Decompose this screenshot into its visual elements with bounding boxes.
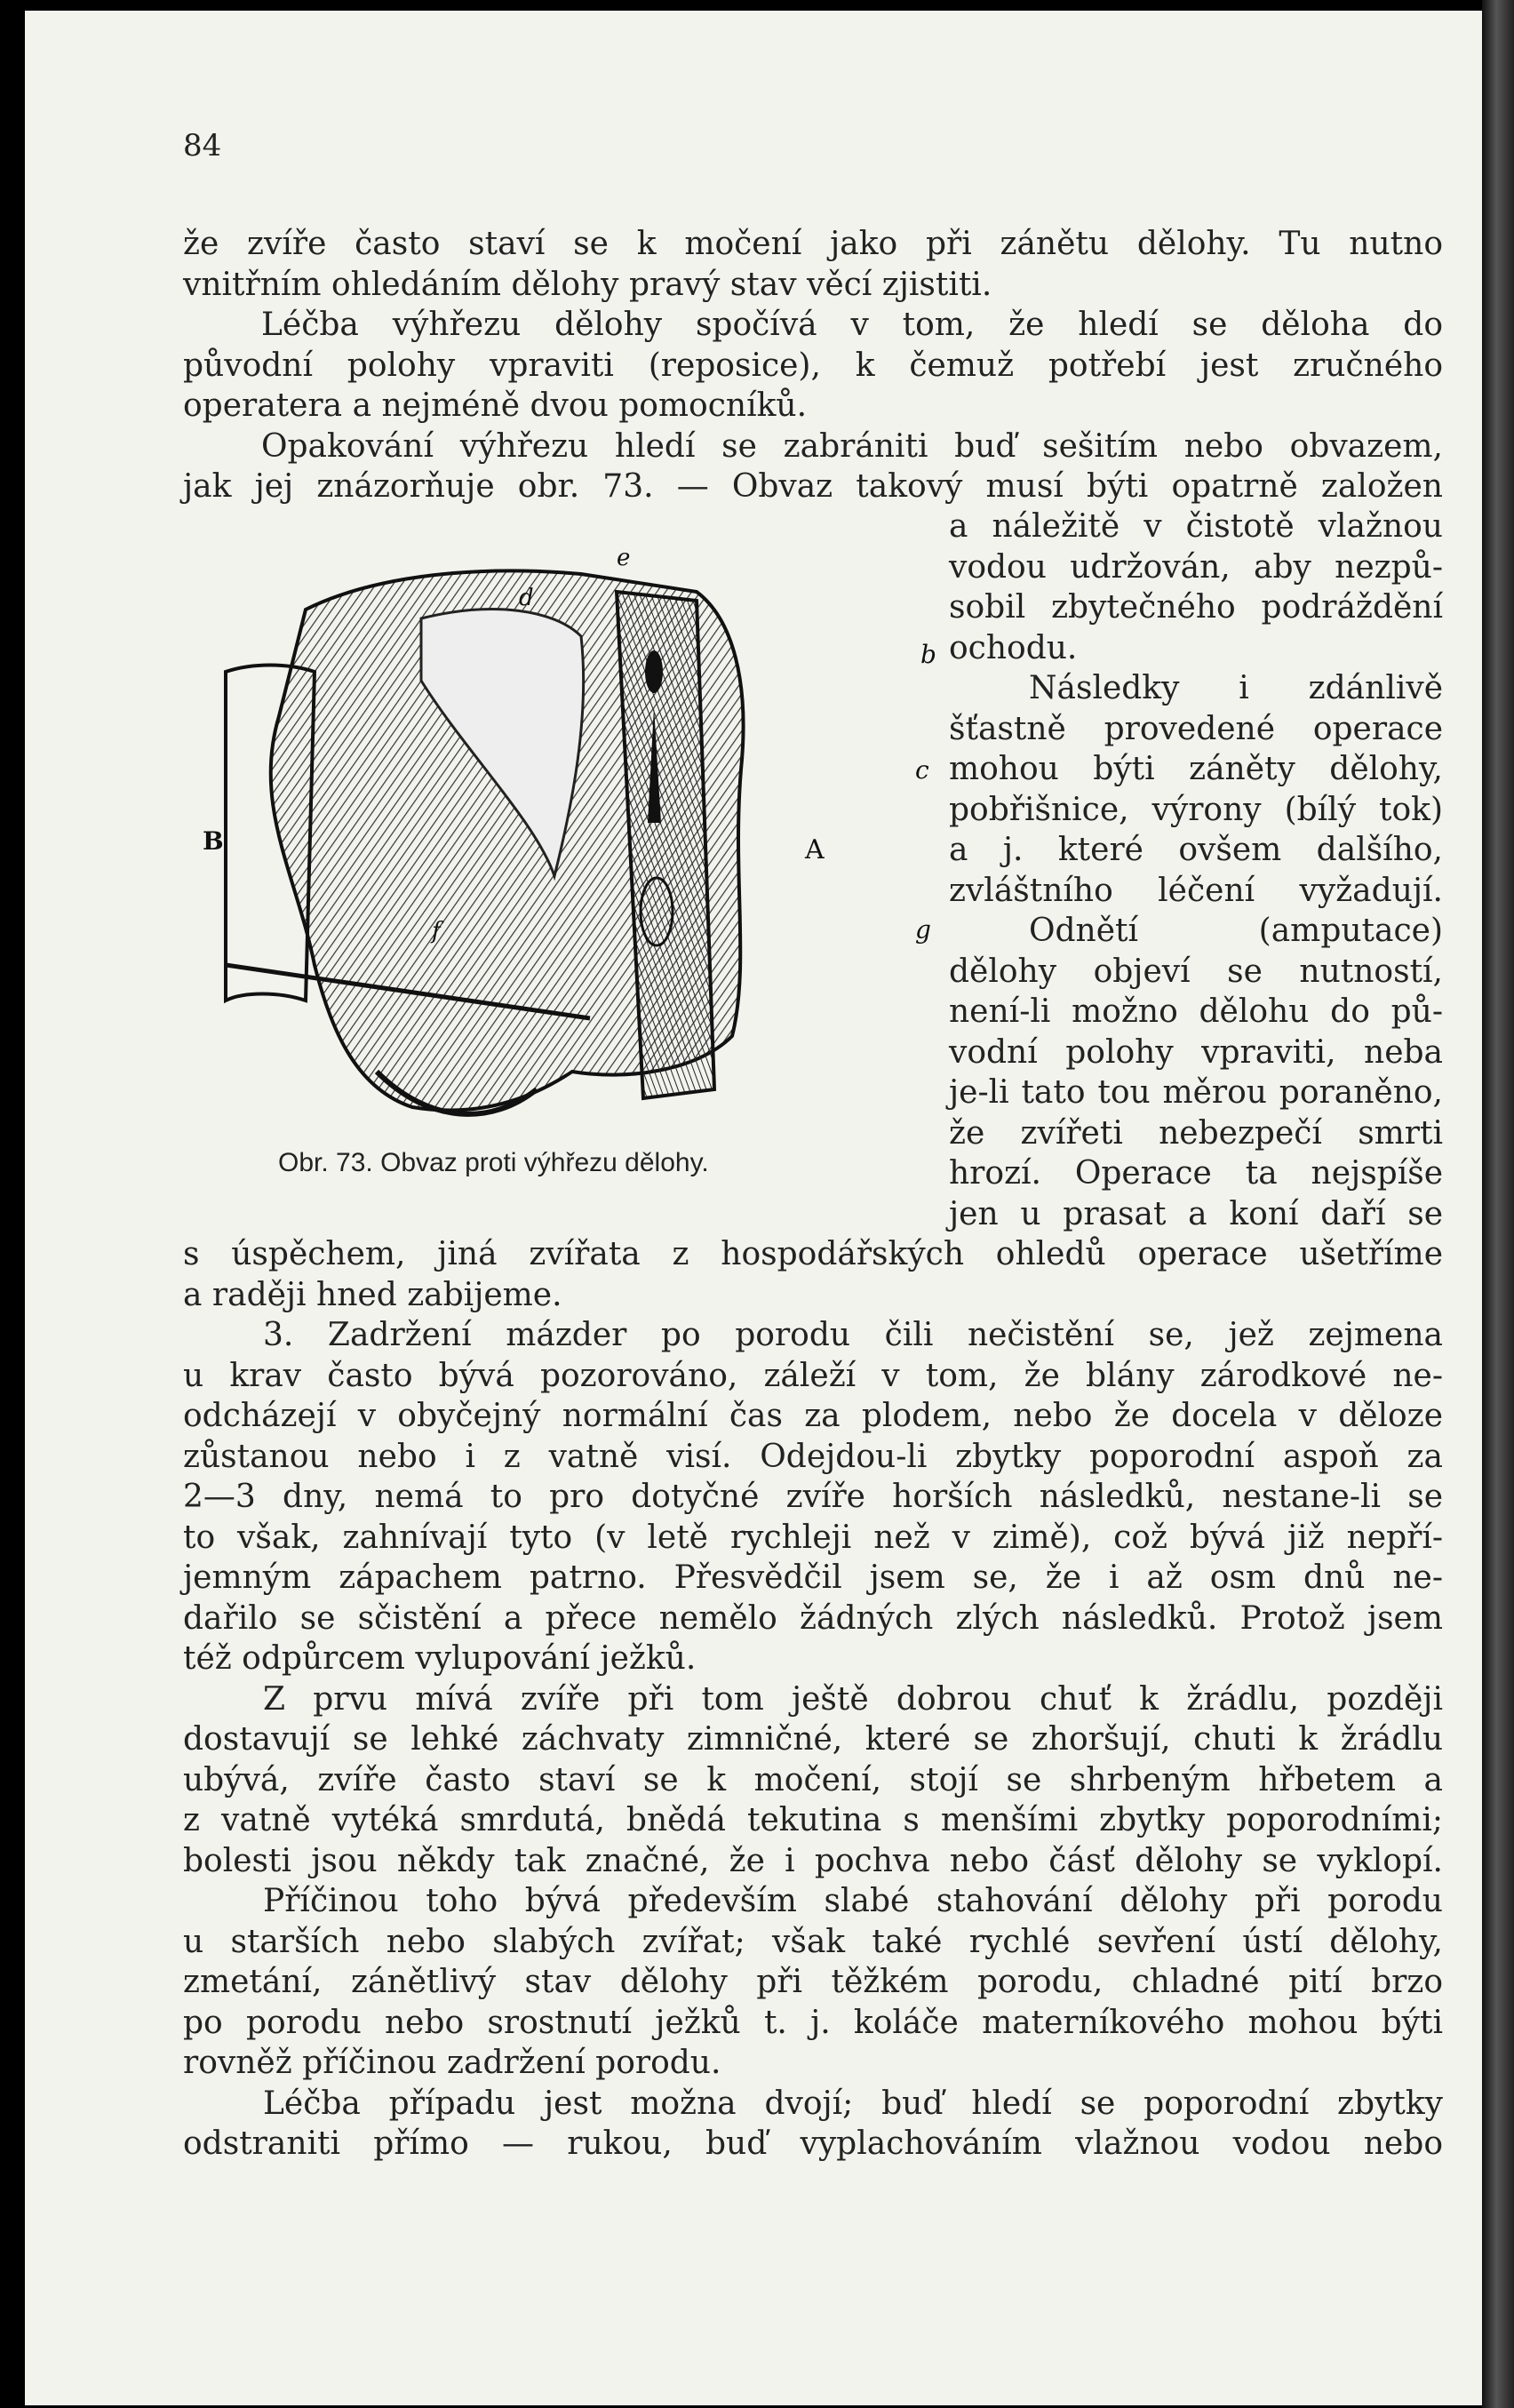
figure-caption: Obr. 73. Obvaz proti výhřezu dělohy. — [278, 1148, 709, 1177]
text-line: to však, zahnívají tyto (v letě rychleji než v zimě), což bývá již nepří- — [183, 1519, 1443, 1556]
text-line: šťastně provedené operace — [949, 710, 1443, 747]
text-line: vodou udržován, aby nezpů- — [949, 548, 1443, 586]
figure-label-g: g — [915, 915, 931, 945]
text-line: vnitřním ohledáním dělohy pravý stav věcí zjistiti. — [183, 266, 992, 303]
text-line: že zvířeti nebezpečí smrti — [949, 1114, 1443, 1152]
text-line: operatera a nejméně dvou pomocníků. — [183, 387, 808, 424]
text-line: 2—3 dny, nemá to pro dotyčné zvíře horších následků, nestane-li se — [183, 1479, 1443, 1515]
text-line: mohou býti záněty dělohy, — [949, 751, 1443, 787]
text-line: u starších nebo slabých zvířat; však také rychlé sevření ústí dělohy, — [183, 1923, 1443, 1960]
text-line: dostavují se lehké záchvaty zimničné, které se zhoršují, chuti k žrádlu — [183, 1721, 1443, 1758]
text-line: hrozí. Operace ta nejspíše — [949, 1155, 1443, 1192]
text-line: Příčinou toho bývá především slabé stahování dělohy při porodu — [263, 1883, 1443, 1919]
text-line: též odpůrcem vylupování ježků. — [183, 1640, 697, 1677]
text-line: 3. Zadržení mázder po porodu čili nečistění se, jež zejmena — [263, 1317, 1443, 1353]
text-line: a j. které ovšem dalšího, — [949, 832, 1443, 868]
text-line: dařilo se sčistění a přece nemělo žádných zlých následků. Protož jsem — [183, 1599, 1443, 1637]
figure-label-d: d — [519, 585, 534, 611]
text-line: zvláštního léčení vyžadují. — [949, 872, 1443, 909]
text-line: z vatně vytéká smrdutá, bnědá tekutina s menšími zbytky poporodními; — [183, 1802, 1443, 1838]
text-line: a raději hned zabijeme. — [183, 1276, 562, 1313]
text-line: původní polohy vpraviti (reposice), k čemuž potřebí jest zručného — [183, 347, 1443, 384]
figure-illustration — [199, 538, 945, 1143]
text-line: u krav často bývá pozorováno, záleží v tom, že blány zárodkové ne- — [183, 1357, 1443, 1394]
text-line: vodní polohy vpraviti, neba — [949, 1033, 1443, 1071]
figure-label-e: e — [617, 545, 631, 571]
text-line: zmetání, zánětlivý stav dělohy při těžkém porodu, chladné pití brzo — [183, 1964, 1443, 2000]
text-line: Léčba případu jest možna dvojí; buď hledí se poporodní zbytky — [263, 2085, 1443, 2122]
text-line: odstraniti přímo — rukou, buď vyplachováním vlažnou vodou nebo — [183, 2125, 1443, 2162]
text-line: zůstanou nebo i z vatně visí. Odejdou-li zbytky poporodní aspoň za — [183, 1438, 1443, 1475]
book-spine-edge — [1482, 0, 1514, 2408]
text-line: jak jej znázorňuje obr. 73. — Obvaz takový musí býti opatrně založen — [183, 468, 1443, 505]
text-line: dělohy objeví se nutností, — [949, 953, 1443, 990]
text-line: Opakování výhřezu hledí se zabrániti buď sešitím nebo obvazem, — [261, 427, 1443, 465]
text-line: jemným zápachem patrno. Přesvědčil jsem se, že i až osm dnů ne- — [183, 1559, 1443, 1596]
bottom-text-block — [183, 1234, 1443, 2165]
book-page — [25, 11, 1482, 2405]
text-line: Odnětí (amputace) — [1029, 913, 1443, 949]
text-line: že zvíře často staví se k močení jako při zánětu dělohy. Tu nutno — [183, 226, 1443, 262]
top-text-block — [183, 224, 1443, 507]
text-line: pobřišnice, výrony (bílý tok) — [949, 791, 1443, 828]
text-line: Léčba výhřezu dělohy spočívá v tom, že hledí se děloha do — [261, 307, 1443, 343]
figure-label-B: B — [203, 826, 224, 856]
text-line: ochodu. — [949, 629, 1078, 666]
text-line: a náležitě v čistotě vlažnou — [949, 508, 1443, 545]
text-line: rovněž příčinou zadržení porodu. — [183, 2045, 721, 2081]
figure-label-c: c — [915, 755, 929, 785]
vulva-opening — [645, 650, 663, 693]
figure-label-b: b — [920, 640, 936, 669]
text-line: ubývá, zvíře často staví se k močení, stojí se shrbeným hřbetem a — [183, 1761, 1443, 1798]
text-line: po porodu nebo srostnutí ježků t. j. koláče materníkového mohou býti — [183, 2004, 1443, 2041]
side-text-column — [949, 506, 1443, 1234]
text-line: odcházejí v obyčejný normální čas za plodem, nebo že docela v děloze — [183, 1398, 1443, 1434]
text-line: jen u prasat a koní daří se — [949, 1195, 1443, 1232]
figure-label-A: A — [805, 834, 825, 865]
figure-label-f: f — [432, 918, 441, 945]
text-line: Z prvu mívá zvíře při tom ještě dobrou chuť k žrádlu, později — [263, 1680, 1443, 1718]
text-line: Následky i zdánlivě — [1029, 670, 1443, 706]
page-number: 84 — [183, 128, 222, 163]
text-line: je-li tato tou měrou poraněno, — [949, 1074, 1443, 1111]
text-line: s úspěchem, jiná zvířata z hospodářských ohledů operace ušetříme — [183, 1236, 1443, 1272]
text-line: sobil zbytečného podráždění — [949, 589, 1443, 626]
text-line: není-li možno dělohu do pů- — [949, 993, 1443, 1030]
text-line: bolesti jsou někdy tak značné, že i pochva nebo čásť dělohy se vyklopí. — [183, 1842, 1443, 1879]
